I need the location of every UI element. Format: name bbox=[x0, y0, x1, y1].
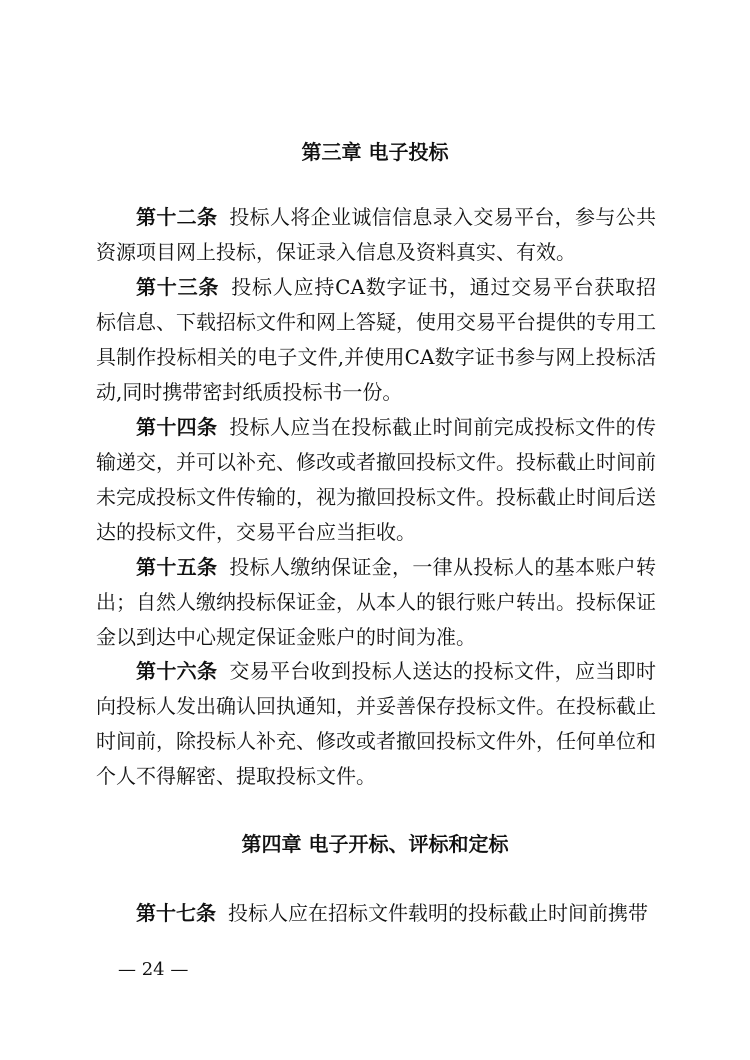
page-number: — 24 — bbox=[118, 959, 189, 980]
article-text: 投标人缴纳保证金，一律从投标人的基本账户转出；自然人缴纳投标保证金，从本人的银行账户转出。投标保证金以到达中心规定保证金账户的时间为准。 bbox=[96, 555, 657, 649]
article-number: 第十五条 bbox=[136, 555, 218, 579]
article-number: 第十七条 bbox=[136, 901, 216, 925]
article-paragraph bbox=[96, 550, 656, 655]
article-text: 投标人将企业诚信信息录入交易平台，参与公共资源项目网上投标，保证录入信息及资料真实、有效。 bbox=[96, 205, 657, 264]
article-number: 第十三条 bbox=[136, 275, 220, 299]
article-text: 投标人应持CA数字证书，通过交易平台获取招标信息、下载招标文件和网上答疑，使用交易平台提供的专用工具制作投标相关的电子文件,并使用CA数字证书参与网上投标活动,同时携带密封纸质投标书一份。 bbox=[96, 275, 657, 404]
article-text: 投标人应当在投标截止时间前完成投标文件的传输递交，并可以补充、修改或者撤回投标文件。投标截止时间前未完成投标文件传输的，视为撤回投标文件。投标截止时间后送达的投标文件，交易平台应当拒收。 bbox=[96, 415, 657, 544]
chapter-heading: 第四章 电子开标、评标和定标 bbox=[241, 832, 509, 856]
chapter-heading: 第三章 电子投标 bbox=[301, 140, 449, 164]
article-paragraph bbox=[96, 200, 656, 270]
article-number: 第十四条 bbox=[136, 415, 218, 439]
article-paragraph bbox=[96, 410, 656, 550]
article-paragraph bbox=[96, 896, 656, 931]
article-number: 第十六条 bbox=[136, 659, 218, 683]
article-paragraph bbox=[96, 654, 656, 794]
article-number: 第十二条 bbox=[136, 205, 218, 229]
article-paragraph bbox=[96, 270, 656, 410]
article-text: 交易平台收到投标人送达的投标文件，应当即时向投标人发出确认回执通知，并妥善保存投标文件。在投标截止时间前，除投标人补充、修改或者撤回投标文件外，任何单位和个人不得解密、提取投标文件。 bbox=[96, 659, 657, 788]
article-text: 投标人应在招标文件载明的投标截止时间前携带 bbox=[228, 901, 648, 925]
